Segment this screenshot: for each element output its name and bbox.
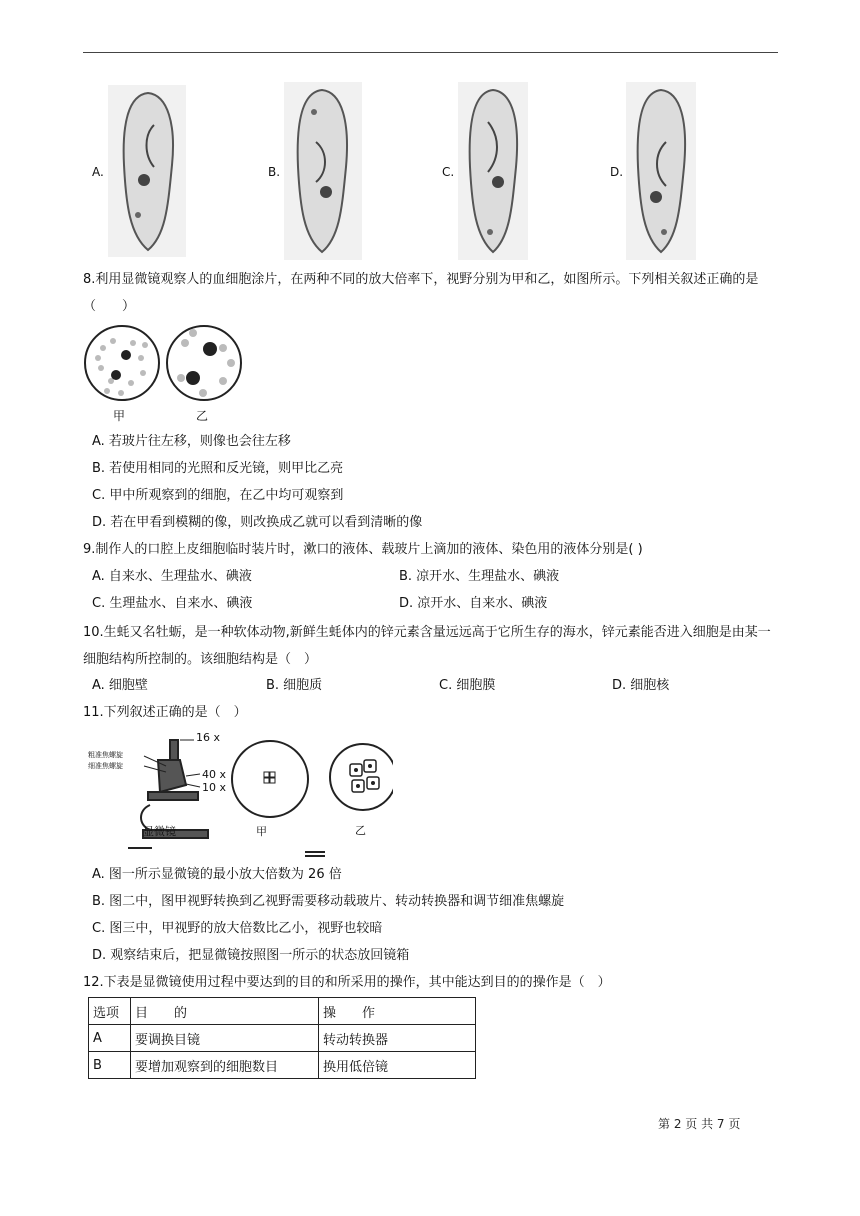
question-10-text: 10.生蚝又名牡蛎，是一种软体动物,新鲜生蚝体内的锌元素含量远远高于它所生存的海水，锌元素能否进入细胞是由某一细胞结构所控制的。该细胞结构是（ ） (83, 625, 771, 667)
table-cell: 转动转换器 (319, 1025, 476, 1052)
q7-option-a-label: A. (92, 165, 104, 179)
q11-label-jia: 甲 (256, 825, 267, 838)
q8-figure (83, 323, 243, 425)
table-header-cell: 选项 (89, 998, 131, 1025)
paramecium-image-b (284, 82, 362, 260)
q12-table (88, 997, 476, 1079)
q10-option-b: B. 细胞质 (266, 678, 323, 693)
q11-label-10x: 10 x (202, 781, 227, 794)
q11-label-microscope: 显微镜 (143, 825, 176, 838)
question-9-text: 9.制作人的口腔上皮细胞临时装片时，漱口的液体、载玻片上滴加的液体、染色用的液体分别是( ) (83, 542, 643, 557)
q7-option-b-label: B. (268, 165, 281, 179)
paramecium-image-c (458, 82, 528, 260)
q9-option-b: B. 凉开水、生理盐水、碘液 (399, 569, 560, 584)
q11-option-d: D. 观察结束后，把显微镜按照图一所示的状态放回镜箱 (92, 948, 410, 963)
q11-option-b: B. 图二中，图甲视野转换到乙视野需要移动载玻片、转动转换器和调节细准焦螺旋 (92, 894, 565, 909)
question-8-text: 8.利用显微镜观察人的血细胞涂片，在两种不同的放大倍率下，视野分别为甲和乙，如图所示。下列相关叙述正确的是（ ） (83, 272, 759, 314)
table-cell: 要调换目镜 (131, 1025, 319, 1052)
table-cell: B (89, 1052, 131, 1079)
table-header-cell: 操 作 (319, 998, 476, 1025)
q11-label-fine: 细准焦螺旋 (88, 762, 123, 770)
q7-option-c-label: C. (442, 165, 455, 179)
q8-label-yi: 乙 (196, 409, 209, 423)
q9-option-d: D. 凉开水、自来水、碘液 (399, 596, 548, 611)
q11-figure (88, 730, 393, 858)
q11-option-c: C. 图三中，甲视野的放大倍数比乙小，视野也较暗 (92, 921, 383, 936)
q7-option-d-label: D. (610, 165, 624, 179)
table-cell: A (89, 1025, 131, 1052)
q10-option-c: C. 细胞膜 (439, 678, 496, 693)
question-12-text: 12.下表是显微镜使用过程中要达到的目的和所采用的操作，其中能达到目的的操作是（ ） (83, 975, 611, 990)
table-row (89, 1052, 476, 1079)
q11-option-a: A. 图一所示显微镜的最小放大倍数为 26 倍 (92, 867, 342, 882)
q11-label-yi: 乙 (355, 824, 366, 837)
q8-option-d: D. 若在甲看到模糊的像，则改换成乙就可以看到清晰的像 (92, 515, 423, 530)
q11-label-coarse: 粗准焦螺旋 (88, 751, 123, 759)
q11-label-16x: 16 x (196, 731, 221, 744)
q8-option-b: B. 若使用相同的光照和反光镜，则甲比乙亮 (92, 461, 344, 476)
q9-option-c: C. 生理盐水、自来水、碘液 (92, 596, 253, 611)
table-cell: 要增加观察到的细胞数目 (131, 1052, 319, 1079)
q10-option-d: D. 细胞核 (612, 678, 670, 693)
q11-label-40x: 40 x (202, 768, 227, 781)
table-header-row (89, 998, 476, 1025)
q10-option-a: A. 细胞壁 (92, 678, 148, 693)
table-header-cell: 目 的 (131, 998, 319, 1025)
table-cell: 换用低倍镜 (319, 1052, 476, 1079)
paramecium-image-a (108, 85, 186, 257)
page-footer: 第 2 页 共 7 页 (658, 1117, 741, 1131)
q9-option-a: A. 自来水、生理盐水、碘液 (92, 569, 252, 584)
header-rule (83, 52, 778, 53)
question-11-text: 11.下列叙述正确的是（ ） (83, 705, 247, 720)
table-row (89, 1025, 476, 1052)
q8-label-jia: 甲 (113, 409, 126, 423)
q8-option-c: C. 甲中所观察到的细胞，在乙中均可观察到 (92, 488, 344, 503)
q8-option-a: A. 若玻片往左移，则像也会往左移 (92, 434, 291, 449)
paramecium-image-d (626, 82, 696, 260)
